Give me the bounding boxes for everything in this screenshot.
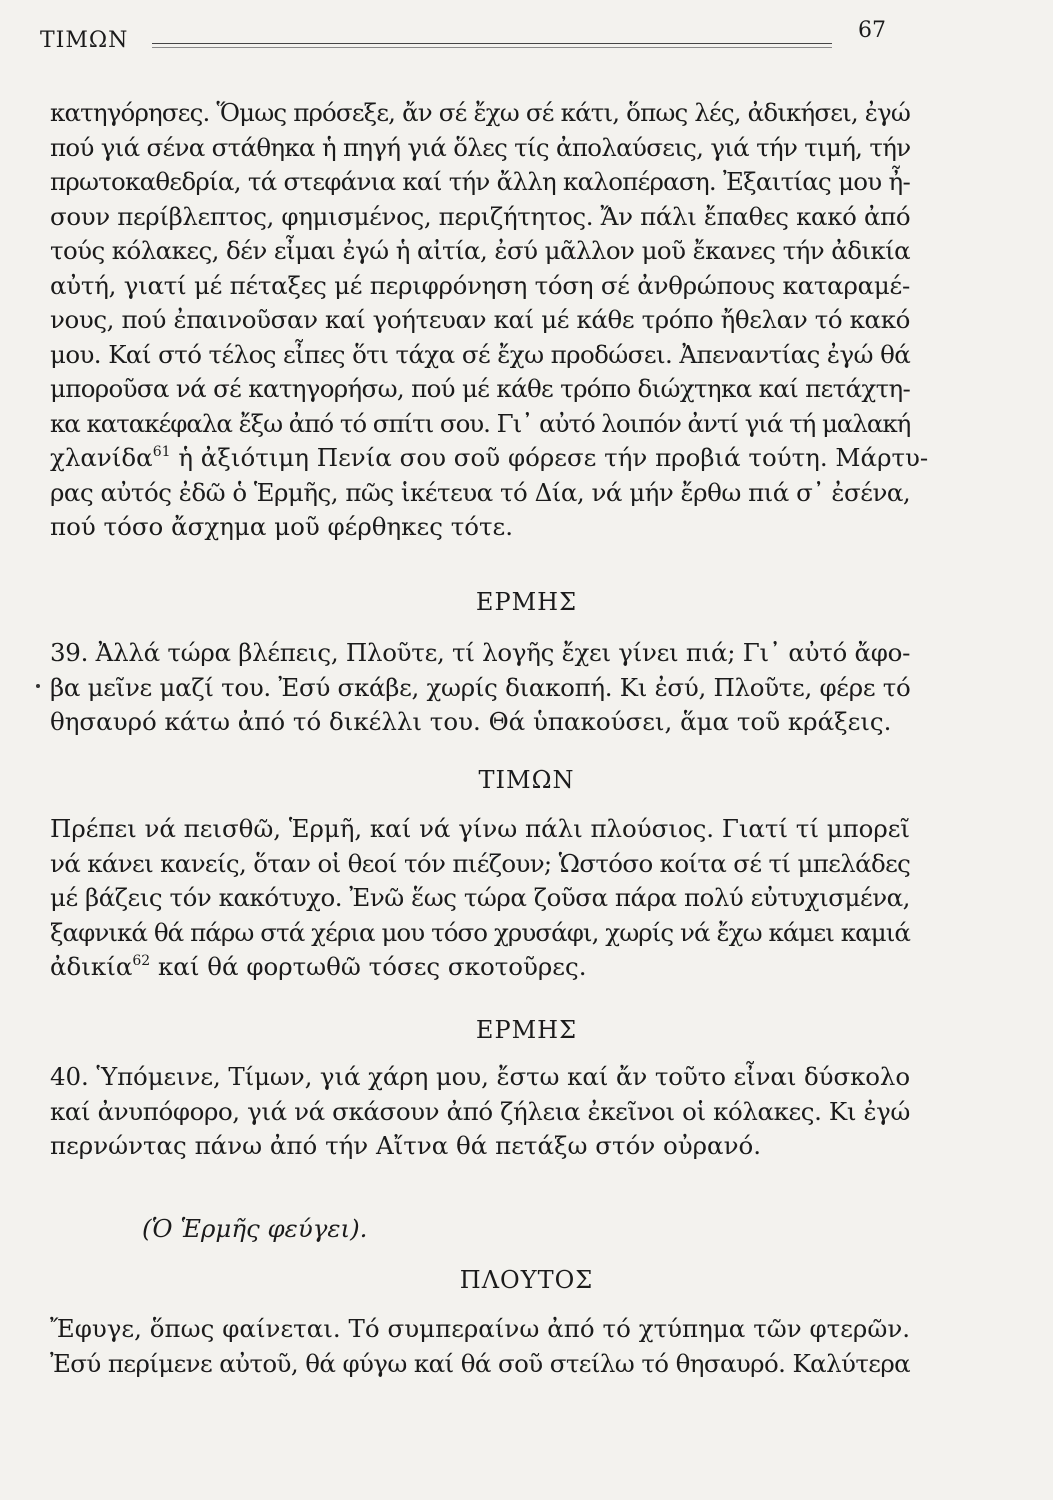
text-line: 40. Ὑπόμεινε, Τίμων, γιά χάρη μου, ἔστω καί ἄν τοῦτο εἶναι δύσκολο [50, 1062, 910, 1091]
text-line: περνώντας πάνω ἀπό τήν Αἴτνα θά πετάξω στόν οὐρανό. [50, 1131, 762, 1160]
header-rule [152, 43, 832, 48]
footnote-ref-61[interactable]: 61 [152, 444, 171, 460]
text-line: 39. Ἀλλά τώρα βλέπεις, Πλοῦτε, τί λογῆς ἔχει γίνει πιά; Γι᾽ αὐτό ἄφο- [50, 638, 911, 667]
text-line: τούς κόλακες, δέν εἶμαι ἐγώ ἡ αἰτία, ἐσύ μᾶλλον μοῦ ἔκανες τήν ἀδικία [50, 236, 911, 265]
text-line: πού τόσο ἄσχημα μοῦ φέρθηκες τότε. [50, 512, 514, 541]
paragraph-3 [50, 812, 910, 985]
speaker-heading: ΠΛΟΥΤΟΣ [459, 1266, 594, 1294]
margin-dot [36, 684, 40, 688]
paragraph-2 [50, 636, 910, 740]
footnote-ref-62[interactable]: 62 [132, 953, 151, 969]
speaker-heading: ΤΙΜΩΝ [478, 766, 575, 794]
text-line: πρωτοκαθεδρία, τά στεφάνια καί τήν ἄλλη καλοπέραση. Ἐξαιτίας μου ἦ- [50, 167, 910, 196]
text-line: μου. Καί στό τέλος εἶπες ὅτι τάχα σέ ἔχω προδώσει. Ἀπεναντίας ἐγώ θά [50, 339, 911, 369]
text-line: μποροῦσα νά σέ κατηγορήσω, πού μέ κάθε τρόπο διώχτηκα καί πετάχτη- [50, 374, 911, 403]
speaker-heading: ΕΡΜΗΣ [475, 1016, 578, 1044]
text-line: σουν περίβλεπτος, φημισμένος, περιζήτητος. Ἄν πάλι ἔπαθες κακό ἀπό [50, 201, 911, 231]
page-number: 67 [858, 18, 886, 43]
text-line: ρας αὐτός ἐδῶ ὁ Ἑρμῆς, πῶς ἱκέτευα τό Δία, νά μήν ἔρθω πιά σ᾽ ἐσένα, [50, 477, 911, 507]
text-line: κατηγόρησες. Ὅμως πρόσεξε, ἄν σέ ἔχω σέ κάτι, ὅπως λές, ἀδικήσει, ἐγώ [50, 98, 910, 127]
running-title: ΤΙΜΩΝ [40, 28, 129, 53]
footnote-line-end: καί θά φορτωθῶ τόσες σκοτοῦρες. [150, 952, 587, 981]
text-line: Ἐσύ περίμενε αὐτοῦ, θά φύγω καί θά σοῦ στείλω τό θησαυρό. Καλύτερα [50, 1348, 911, 1378]
running-header [40, 18, 886, 54]
footnote-line-end: ἡ ἀξιότιμη Πενία σου σοῦ φόρεσε τήν προβιά τούτη. Μάρτυ- [170, 443, 929, 472]
speaker-heading: ΕΡΜΗΣ [475, 588, 578, 616]
stage-direction: (Ὁ Ἑρμῆς φεύγει). [142, 1214, 368, 1243]
text-line: Πρέπει νά πεισθῶ, Ἑρμῆ, καί νά γίνω πάλι πλούσιος. Γιατί τί μπορεῖ [50, 814, 910, 843]
text-line: νά κάνει κανείς, ὅταν οἱ θεοί τόν πιέζουν; Ὡστόσο κοίτα σέ τί μπελάδες [50, 848, 911, 878]
text-line-with-footnote [50, 441, 929, 476]
text-line: ξαφνικά θά πάρω στά χέρια μου τόσο χρυσάφι, χωρίς νά ἔχω κάμει καμιά [50, 917, 910, 947]
paragraph-5 [50, 1312, 910, 1381]
text-line: θησαυρό κάτω ἀπό τό δικέλλι του. Θά ὑπακούσει, ἅμα τοῦ κράξεις. [50, 707, 892, 736]
paragraph-4 [50, 1060, 910, 1164]
footnote-line-start: χλανίδα [50, 443, 153, 472]
text-line: αὐτή, γιατί μέ πέταξες μέ περιφρόνηση τόση σέ ἀνθρώπους καταραμέ- [50, 270, 910, 300]
paragraph-1 [50, 96, 929, 545]
footnote-line-start: ἀδικία [50, 952, 133, 981]
text-line-with-footnote [50, 950, 910, 985]
text-line: Ἔφυγε, ὅπως φαίνεται. Τό συμπεραίνω ἀπό τό χτύπημα τῶν φτερῶν. [50, 1314, 910, 1343]
text-line: κα κατακέφαλα ἔξω ἀπό τό σπίτι σου. Γι᾽ αὐτό λοιπόν ἀντί γιά τή μαλακή [50, 408, 911, 438]
text-line: καί ἀνυπόφορο, γιά νά σκάσουν ἀπό ζήλεια ἐκεῖνοι οἱ κόλακες. Κι ἐγώ [50, 1096, 910, 1126]
text-line: πού γιά σένα στάθηκα ἡ πηγή γιά ὅλες τίς ἀπολαύσεις, γιά τήν τιμή, τήν [50, 132, 911, 162]
text-line: μέ βάζεις τόν κακότυχο. Ἐνῶ ἕως τώρα ζοῦσα πάρα πολύ εὐτυχισμένα, [50, 883, 910, 912]
text-line: νους, πού ἐπαινοῦσαν καί γοήτευαν καί μέ κάθε τρόπο ἤθελαν τό κακό [50, 305, 910, 334]
text-line: βα μεῖνε μαζί του. Ἐσύ σκάβε, χωρίς διακοπή. Κι ἐσύ, Πλοῦτε, φέρε τό [50, 672, 911, 702]
